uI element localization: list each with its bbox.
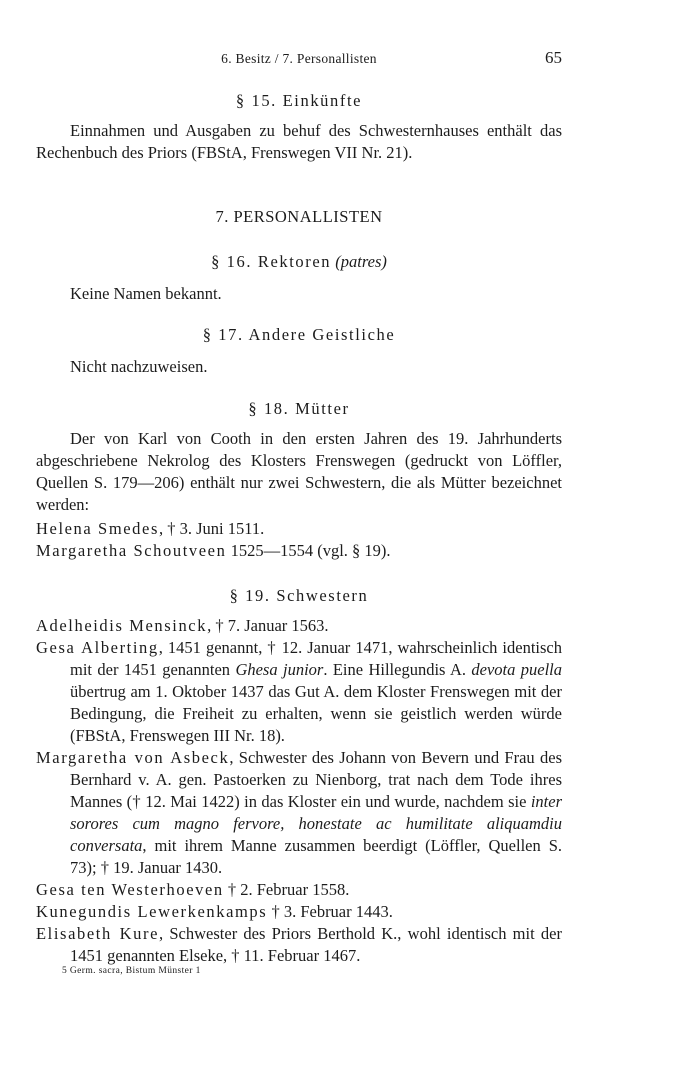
page-number: 65 [545,48,562,67]
list-item [36,615,562,637]
entry-text: 1525—1554 (vgl. § 19). [226,541,391,560]
footer-signature: 5 Germ. sacra, Bistum Münster 1 [62,966,201,976]
person-name: Margaretha von Asbeck [36,748,230,767]
entry-italic: devota puella [471,660,562,679]
person-name: Gesa ten Westerhoeven [36,880,224,899]
sisters-list [36,615,562,967]
entry-text: , Schwester des Priors Berthold K., wohl identisch mit der 1451 genannten Elseke, † 11. Februar 1467. [70,924,562,965]
section-18-heading: § 18. Mütter [248,399,350,418]
entry-text: , 1451 genannt, † 12. Januar 1471, wahrscheinlich identisch mit der 1451 genannten [70,638,562,679]
list-item [36,747,562,879]
section-18-text: Der von Karl von Cooth in den ersten Jahren des 19. Jahrhunderts abgeschriebene Nekrolog des Klosters Frenswegen (gedruckt von Löffler, Quellen S. 179—206) enthält nur zwei Schwestern, die als Mütter bezeichnet werden: [36,429,562,514]
person-name: Margaretha Schoutveen [36,541,227,560]
list-item [36,637,562,747]
running-head-title: 6. Besitz / 7. Personallisten [221,51,377,66]
list-item [36,879,562,901]
section-19-heading: § 19. Schwestern [229,586,369,605]
section-15-heading: § 15. Einkünfte [235,91,363,110]
entry-text: , † 7. Januar 1563. [207,616,329,635]
entry-italic: inter sorores cum magno fervore, honestate ac humilitate aliquamdiu conversata [70,792,562,855]
section-17-text: Nicht nachzuweisen. [70,357,208,376]
section-17-heading: § 17. Andere Geistliche [202,325,396,344]
person-name: Helena Smedes [36,519,159,538]
section-16-heading [36,251,562,273]
entry-text: † 2. Februar 1558. [223,880,350,899]
list-item [36,518,562,540]
list-item [36,901,562,923]
person-name: Adelheidis Mensinck [36,616,208,635]
list-item [36,923,562,967]
section-15-text: Einnahmen und Ausgaben zu behuf des Schwesternhauses enthält das Rechenbuch des Priors (FBStA, Frenswegen VII Nr. 21). [36,121,562,162]
chapter-7-heading: 7. PERSONALLISTEN [215,207,383,226]
entry-italic: Ghesa junior [235,660,324,679]
list-item [36,540,562,562]
person-name: Kunegundis Lewerkenkamps [36,902,268,921]
entry-text: † 3. Februar 1443. [267,902,393,921]
entry-text: , † 3. Juni 1511. [158,519,265,538]
mothers-list [36,518,562,562]
entry-text: . Eine Hillegundis A. [323,660,472,679]
section-16-text: Keine Namen bekannt. [70,284,222,303]
running-head [36,48,562,70]
section-16-heading-italic: (patres) [335,252,387,271]
person-name: Elisabeth Kure [36,924,160,943]
entry-text: übertrug am 1. Oktober 1437 das Gut A. dem Kloster Frenswegen mit der Bedingung, die Freiheit zu erhalten, wenn sie geistlich werden würde (FBStA, Frenswegen III Nr. 18). [70,682,562,745]
entry-text: , mit ihrem Manne zusammen beerdigt (Löffler, Quellen S. 73); † 19. Januar 1430. [70,836,562,877]
person-name: Gesa Alberting [36,638,159,657]
entry-text: , Schwester des Johann von Bevern und Frau des Bernhard v. A. gen. Pastoerken zu Nienborg, trat nach dem Tode ihres Mannes († 12. Mai 1422) in das Kloster ein und wurde, nachdem sie [70,748,562,811]
section-16-heading-main: § 16. Rektoren [211,252,332,271]
